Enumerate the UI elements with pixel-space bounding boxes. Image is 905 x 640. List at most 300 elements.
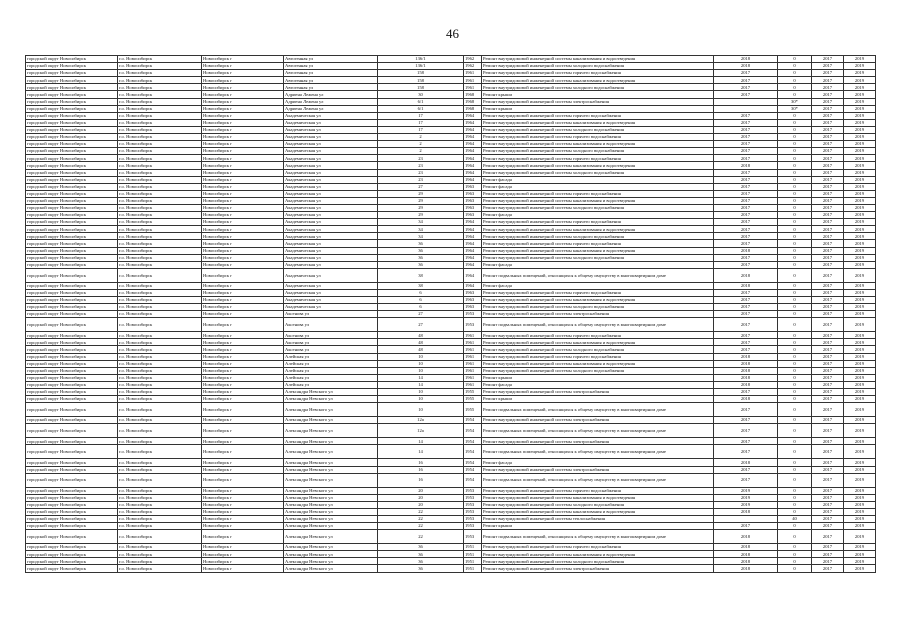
- municipality-cell: г.о. Новосибирск: [118, 318, 202, 332]
- municipality-cell: г.о. Новосибирск: [118, 105, 202, 112]
- period-end-cell: 2019: [844, 268, 876, 282]
- plan-year-cell: 2017: [714, 417, 778, 424]
- street-cell: Аксенова ул: [284, 339, 378, 346]
- municipality-cell: г.о. Новосибирск: [118, 204, 202, 211]
- district-cell: городской округ Новосибирск: [26, 438, 118, 445]
- year-cell: 1954: [464, 417, 482, 424]
- house-cell: 2: [378, 141, 464, 148]
- period-end-cell: 2019: [844, 84, 876, 91]
- street-cell: Академическая ул: [284, 126, 378, 133]
- year-cell: 1951: [464, 558, 482, 565]
- plan-year-cell: 2018: [714, 459, 778, 466]
- period-start-cell: 2017: [812, 530, 844, 544]
- municipality-cell: г.о. Новосибирск: [118, 508, 202, 515]
- period-start-cell: 2017: [812, 318, 844, 332]
- wear-cell: 0: [778, 169, 812, 176]
- street-cell: Аксенова ул: [284, 318, 378, 332]
- work-type-cell: Ремонт внутридомовой инженерной системы канализования и водоотведения: [482, 141, 714, 148]
- year-cell: 1963: [464, 304, 482, 311]
- table-row: [26, 523, 876, 530]
- district-cell: городской округ Новосибирск: [26, 551, 118, 558]
- plan-year-cell: 2018: [714, 381, 778, 388]
- house-cell: 136/1: [378, 63, 464, 70]
- locality-cell: Новосибирск г: [202, 247, 284, 254]
- plan-year-cell: 2017: [714, 91, 778, 98]
- capital-repair-table: [25, 55, 876, 573]
- plan-year-cell: 2018: [714, 551, 778, 558]
- table-row: [26, 204, 876, 211]
- work-type-cell: Ремонт подвальных помещений, относящихся к общему имуществу в многоквартирном доме: [482, 403, 714, 417]
- district-cell: городской округ Новосибирск: [26, 268, 118, 282]
- work-type-cell: Ремонт фасада: [482, 381, 714, 388]
- plan-year-cell: 2017: [714, 473, 778, 487]
- year-cell: 1964: [464, 141, 482, 148]
- work-type-cell: Ремонт внутридомовой инженерной системы канализования и водоотведения: [482, 247, 714, 254]
- municipality-cell: г.о. Новосибирск: [118, 98, 202, 105]
- table-row: [26, 268, 876, 282]
- street-cell: Александра Невского ул: [284, 487, 378, 494]
- plan-year-cell: 2018: [714, 530, 778, 544]
- table-row: [26, 141, 876, 148]
- year-cell: 1962: [464, 56, 482, 63]
- district-cell: городской округ Новосибирск: [26, 197, 118, 204]
- plan-year-cell: 2017: [714, 190, 778, 197]
- house-cell: 29: [378, 204, 464, 211]
- table-row: [26, 304, 876, 311]
- year-cell: 1953: [464, 523, 482, 530]
- table-row: [26, 424, 876, 438]
- plan-year-cell: [714, 98, 778, 105]
- period-end-cell: 2019: [844, 466, 876, 473]
- municipality-cell: г.о. Новосибирск: [118, 304, 202, 311]
- house-cell: 36: [378, 551, 464, 558]
- period-start-cell: 2017: [812, 403, 844, 417]
- work-type-cell: Ремонт внутридомовой инженерной системы холодного водоснабжения: [482, 233, 714, 240]
- house-cell: 29: [378, 212, 464, 219]
- locality-cell: Новосибирск г: [202, 346, 284, 353]
- table-row: [26, 63, 876, 70]
- plan-year-cell: 2018: [714, 268, 778, 282]
- year-cell: 1964: [464, 134, 482, 141]
- table-row: [26, 297, 876, 304]
- period-end-cell: 2019: [844, 424, 876, 438]
- district-cell: городской округ Новосибирск: [26, 261, 118, 268]
- year-cell: 1953: [464, 494, 482, 501]
- house-cell: 27: [378, 318, 464, 332]
- municipality-cell: г.о. Новосибирск: [118, 247, 202, 254]
- district-cell: городской округ Новосибирск: [26, 530, 118, 544]
- work-type-cell: Ремонт крыши: [482, 523, 714, 530]
- work-type-cell: Ремонт внутридомовой инженерной системы холодного водоснабжения: [482, 501, 714, 508]
- plan-year-cell: 2017: [714, 77, 778, 84]
- wear-cell: 0: [778, 473, 812, 487]
- period-start-cell: 2017: [812, 487, 844, 494]
- street-cell: Автогенная ул: [284, 56, 378, 63]
- period-end-cell: 2019: [844, 339, 876, 346]
- plan-year-cell: 2017: [714, 438, 778, 445]
- period-start-cell: 2017: [812, 282, 844, 289]
- table-row: [26, 70, 876, 77]
- table-row: [26, 119, 876, 126]
- work-type-cell: Ремонт внутридомовой инженерной системы горячего водоснабжения: [482, 487, 714, 494]
- work-type-cell: Ремонт внутридомовой инженерной системы теплоснабжения: [482, 515, 714, 522]
- plan-year-cell: 2018: [714, 282, 778, 289]
- period-end-cell: 2019: [844, 155, 876, 162]
- municipality-cell: г.о. Новосибирск: [118, 459, 202, 466]
- plan-year-cell: 2017: [714, 176, 778, 183]
- municipality-cell: г.о. Новосибирск: [118, 77, 202, 84]
- plan-year-cell: 2017: [714, 424, 778, 438]
- street-cell: Алейская ул: [284, 353, 378, 360]
- locality-cell: Новосибирск г: [202, 381, 284, 388]
- year-cell: 1955: [464, 396, 482, 403]
- work-type-cell: Ремонт подвальных помещений, относящихся к общему имуществу в многоквартирном доме: [482, 445, 714, 459]
- house-cell: 23: [378, 162, 464, 169]
- locality-cell: Новосибирск г: [202, 367, 284, 374]
- district-cell: городской округ Новосибирск: [26, 332, 118, 339]
- locality-cell: Новосибирск г: [202, 466, 284, 473]
- period-end-cell: 2019: [844, 374, 876, 381]
- work-type-cell: Ремонт внутридомовой инженерной системы электроснабжения: [482, 311, 714, 318]
- street-cell: Аксенова ул: [284, 311, 378, 318]
- plan-year-cell: 2017: [714, 339, 778, 346]
- house-cell: 10: [378, 396, 464, 403]
- locality-cell: Новосибирск г: [202, 438, 284, 445]
- period-start-cell: 2017: [812, 544, 844, 551]
- period-start-cell: 2017: [812, 558, 844, 565]
- work-type-cell: Ремонт фасада: [482, 176, 714, 183]
- wear-cell: 0: [778, 508, 812, 515]
- table-row: [26, 247, 876, 254]
- year-cell: 1951: [464, 544, 482, 551]
- district-cell: городской округ Новосибирск: [26, 558, 118, 565]
- work-type-cell: Ремонт подвальных помещений, относящихся к общему имуществу в многоквартирном доме: [482, 268, 714, 282]
- table-row: [26, 226, 876, 233]
- period-start-cell: 2017: [812, 190, 844, 197]
- house-cell: 20: [378, 487, 464, 494]
- period-end-cell: 2019: [844, 318, 876, 332]
- period-start-cell: 2017: [812, 424, 844, 438]
- house-cell: 6: [378, 297, 464, 304]
- wear-cell: 0: [778, 162, 812, 169]
- locality-cell: Новосибирск г: [202, 148, 284, 155]
- street-cell: Александра Невского ул: [284, 403, 378, 417]
- street-cell: Александра Невского ул: [284, 473, 378, 487]
- house-cell: 136/1: [378, 56, 464, 63]
- house-cell: 16: [378, 459, 464, 466]
- year-cell: 1961: [464, 332, 482, 339]
- work-type-cell: Ремонт внутридомовой инженерной системы электроснабжения: [482, 438, 714, 445]
- period-end-cell: 2019: [844, 119, 876, 126]
- work-type-cell: Ремонт внутридомовой инженерной системы горячего водоснабжения: [482, 190, 714, 197]
- municipality-cell: г.о. Новосибирск: [118, 346, 202, 353]
- house-cell: 22: [378, 515, 464, 522]
- period-start-cell: 2017: [812, 77, 844, 84]
- table-row: [26, 219, 876, 226]
- table-row: [26, 318, 876, 332]
- district-cell: городской округ Новосибирск: [26, 119, 118, 126]
- wear-cell: 0: [778, 148, 812, 155]
- period-start-cell: 2017: [812, 332, 844, 339]
- period-start-cell: 2017: [812, 346, 844, 353]
- locality-cell: Новосибирск г: [202, 473, 284, 487]
- municipality-cell: г.о. Новосибирск: [118, 551, 202, 558]
- locality-cell: Новосибирск г: [202, 304, 284, 311]
- period-start-cell: 2017: [812, 289, 844, 296]
- district-cell: городской округ Новосибирск: [26, 417, 118, 424]
- municipality-cell: г.о. Новосибирск: [118, 183, 202, 190]
- wear-cell: 0: [778, 268, 812, 282]
- district-cell: городской округ Новосибирск: [26, 494, 118, 501]
- period-start-cell: 2017: [812, 98, 844, 105]
- wear-cell: 0: [778, 183, 812, 190]
- period-end-cell: 2019: [844, 304, 876, 311]
- wear-cell: 0: [778, 523, 812, 530]
- year-cell: 1964: [464, 282, 482, 289]
- plan-year-cell: 2018: [714, 508, 778, 515]
- period-end-cell: 2019: [844, 176, 876, 183]
- district-cell: городской округ Новосибирск: [26, 353, 118, 360]
- district-cell: городской округ Новосибирск: [26, 403, 118, 417]
- table-row: [26, 261, 876, 268]
- street-cell: Алейская ул: [284, 367, 378, 374]
- wear-cell: 0: [778, 494, 812, 501]
- year-cell: 1963: [464, 183, 482, 190]
- year-cell: 1964: [464, 233, 482, 240]
- wear-cell: 30*: [778, 98, 812, 105]
- municipality-cell: г.о. Новосибирск: [118, 141, 202, 148]
- period-end-cell: 2019: [844, 63, 876, 70]
- period-start-cell: 2017: [812, 501, 844, 508]
- house-cell: 34: [378, 233, 464, 240]
- locality-cell: Новосибирск г: [202, 240, 284, 247]
- plan-year-cell: 2017: [714, 332, 778, 339]
- period-start-cell: 2017: [812, 508, 844, 515]
- work-type-cell: Ремонт внутридомовой инженерной системы горячего водоснабжения: [482, 289, 714, 296]
- period-start-cell: 2017: [812, 212, 844, 219]
- street-cell: Академическая ул: [284, 282, 378, 289]
- street-cell: Александра Невского ул: [284, 396, 378, 403]
- wear-cell: 0: [778, 544, 812, 551]
- year-cell: 1964: [464, 226, 482, 233]
- municipality-cell: г.о. Новосибирск: [118, 487, 202, 494]
- plan-year-cell: 2017: [714, 112, 778, 119]
- street-cell: Академическая ул: [284, 226, 378, 233]
- house-cell: 23: [378, 169, 464, 176]
- period-end-cell: 2019: [844, 403, 876, 417]
- plan-year-cell: 2018: [714, 544, 778, 551]
- municipality-cell: г.о. Новосибирск: [118, 282, 202, 289]
- street-cell: Академическая ул: [284, 240, 378, 247]
- table-row: [26, 212, 876, 219]
- locality-cell: Новосибирск г: [202, 318, 284, 332]
- period-start-cell: 2017: [812, 494, 844, 501]
- period-end-cell: 2019: [844, 459, 876, 466]
- district-cell: городской округ Новосибирск: [26, 487, 118, 494]
- house-cell: 23: [378, 176, 464, 183]
- wear-cell: 0: [778, 389, 812, 396]
- street-cell: Академическая ул: [284, 204, 378, 211]
- table-row: [26, 565, 876, 572]
- wear-cell: 0: [778, 417, 812, 424]
- wear-cell: 0: [778, 318, 812, 332]
- district-cell: городской округ Новосибирск: [26, 176, 118, 183]
- table-row: [26, 332, 876, 339]
- period-end-cell: 2019: [844, 70, 876, 77]
- year-cell: 1951: [464, 565, 482, 572]
- work-type-cell: Ремонт внутридомовой инженерной системы канализования и водоотведения: [482, 339, 714, 346]
- municipality-cell: г.о. Новосибирск: [118, 162, 202, 169]
- house-cell: 10: [378, 353, 464, 360]
- period-start-cell: 2017: [812, 162, 844, 169]
- period-start-cell: 2017: [812, 183, 844, 190]
- work-type-cell: Ремонт внутридомовой инженерной системы холодного водоснабжения: [482, 148, 714, 155]
- plan-year-cell: 2017: [714, 84, 778, 91]
- street-cell: Аксенова ул: [284, 346, 378, 353]
- street-cell: Академическая ул: [284, 289, 378, 296]
- locality-cell: Новосибирск г: [202, 119, 284, 126]
- work-type-cell: Ремонт внутридомовой инженерной системы канализования и водоотведения: [482, 197, 714, 204]
- work-type-cell: Ремонт крыши: [482, 396, 714, 403]
- year-cell: 1961: [464, 70, 482, 77]
- table-row: [26, 155, 876, 162]
- year-cell: 1961: [464, 367, 482, 374]
- wear-cell: 0: [778, 424, 812, 438]
- plan-year-cell: 2018: [714, 374, 778, 381]
- year-cell: 1964: [464, 162, 482, 169]
- year-cell: 1964: [464, 148, 482, 155]
- house-cell: 36: [378, 247, 464, 254]
- wear-cell: 0: [778, 381, 812, 388]
- municipality-cell: г.о. Новосибирск: [118, 226, 202, 233]
- wear-cell: 0: [778, 240, 812, 247]
- street-cell: Александра Невского ул: [284, 565, 378, 572]
- work-type-cell: Ремонт внутридомовой инженерной системы канализования и водоотведения: [482, 508, 714, 515]
- street-cell: Алейская ул: [284, 360, 378, 367]
- plan-year-cell: 2017: [714, 134, 778, 141]
- district-cell: городской округ Новосибирск: [26, 63, 118, 70]
- plan-year-cell: 2017: [714, 126, 778, 133]
- district-cell: городской округ Новосибирск: [26, 501, 118, 508]
- municipality-cell: г.о. Новосибирск: [118, 523, 202, 530]
- municipality-cell: г.о. Новосибирск: [118, 212, 202, 219]
- plan-year-cell: 2017: [714, 119, 778, 126]
- year-cell: 1964: [464, 219, 482, 226]
- house-cell: 22: [378, 523, 464, 530]
- street-cell: Академическая ул: [284, 190, 378, 197]
- street-cell: Александра Невского ул: [284, 508, 378, 515]
- table-row: [26, 183, 876, 190]
- table-row: [26, 551, 876, 558]
- municipality-cell: г.о. Новосибирск: [118, 56, 202, 63]
- period-end-cell: 2019: [844, 134, 876, 141]
- table-row: [26, 346, 876, 353]
- house-cell: 17: [378, 112, 464, 119]
- plan-year-cell: 2018: [714, 558, 778, 565]
- year-cell: 1964: [464, 268, 482, 282]
- street-cell: Алейская ул: [284, 381, 378, 388]
- municipality-cell: г.о. Новосибирск: [118, 169, 202, 176]
- wear-cell: 0: [778, 551, 812, 558]
- street-cell: Александра Невского ул: [284, 417, 378, 424]
- locality-cell: Новосибирск г: [202, 212, 284, 219]
- period-start-cell: 2017: [812, 141, 844, 148]
- period-end-cell: 2019: [844, 381, 876, 388]
- municipality-cell: г.о. Новосибирск: [118, 565, 202, 572]
- period-end-cell: 2019: [844, 226, 876, 233]
- municipality-cell: г.о. Новосибирск: [118, 134, 202, 141]
- table-row: [26, 169, 876, 176]
- street-cell: Академическая ул: [284, 197, 378, 204]
- period-start-cell: 2017: [812, 197, 844, 204]
- locality-cell: Новосибирск г: [202, 56, 284, 63]
- locality-cell: Новосибирск г: [202, 332, 284, 339]
- district-cell: городской округ Новосибирск: [26, 141, 118, 148]
- street-cell: Академическая ул: [284, 268, 378, 282]
- work-type-cell: Ремонт внутридомовой инженерной системы холодного водоснабжения: [482, 304, 714, 311]
- page-number: 46: [446, 26, 459, 41]
- district-cell: городской округ Новосибирск: [26, 367, 118, 374]
- year-cell: 1968: [464, 98, 482, 105]
- year-cell: 1961: [464, 77, 482, 84]
- plan-year-cell: 2017: [714, 289, 778, 296]
- locality-cell: Новосибирск г: [202, 487, 284, 494]
- house-cell: 29: [378, 190, 464, 197]
- wear-cell: 0: [778, 112, 812, 119]
- year-cell: 1964: [464, 155, 482, 162]
- street-cell: Академическая ул: [284, 254, 378, 261]
- table-row: [26, 84, 876, 91]
- work-type-cell: Ремонт подвальных помещений, относящихся к общему имуществу в многоквартирном доме: [482, 473, 714, 487]
- street-cell: Александра Невского ул: [284, 494, 378, 501]
- table-row: [26, 459, 876, 466]
- plan-year-cell: 2017: [714, 197, 778, 204]
- municipality-cell: г.о. Новосибирск: [118, 311, 202, 318]
- table-row: [26, 494, 876, 501]
- work-type-cell: Ремонт внутридомовой инженерной системы холодного водоснабжения: [482, 84, 714, 91]
- table-row: [26, 126, 876, 133]
- wear-cell: 0: [778, 91, 812, 98]
- table-row: [26, 240, 876, 247]
- wear-cell: 0: [778, 282, 812, 289]
- period-start-cell: 2017: [812, 268, 844, 282]
- period-end-cell: 2019: [844, 501, 876, 508]
- street-cell: Академическая ул: [284, 119, 378, 126]
- period-end-cell: 2019: [844, 240, 876, 247]
- wear-cell: 0: [778, 56, 812, 63]
- period-end-cell: 2019: [844, 494, 876, 501]
- year-cell: 1953: [464, 501, 482, 508]
- wear-cell: 0: [778, 141, 812, 148]
- house-cell: 2: [378, 148, 464, 155]
- house-cell: 48: [378, 346, 464, 353]
- wear-cell: 0: [778, 445, 812, 459]
- house-cell: 16: [378, 466, 464, 473]
- district-cell: городской округ Новосибирск: [26, 381, 118, 388]
- municipality-cell: г.о. Новосибирск: [118, 367, 202, 374]
- work-type-cell: Ремонт внутридомовой инженерной системы канализования и водоотведения: [482, 297, 714, 304]
- house-cell: 158: [378, 70, 464, 77]
- house-cell: 14: [378, 438, 464, 445]
- period-end-cell: 2019: [844, 233, 876, 240]
- year-cell: 1963: [464, 297, 482, 304]
- period-end-cell: 2019: [844, 346, 876, 353]
- municipality-cell: г.о. Новосибирск: [118, 374, 202, 381]
- table-row: [26, 501, 876, 508]
- locality-cell: Новосибирск г: [202, 424, 284, 438]
- period-start-cell: 2017: [812, 459, 844, 466]
- street-cell: Александра Невского ул: [284, 501, 378, 508]
